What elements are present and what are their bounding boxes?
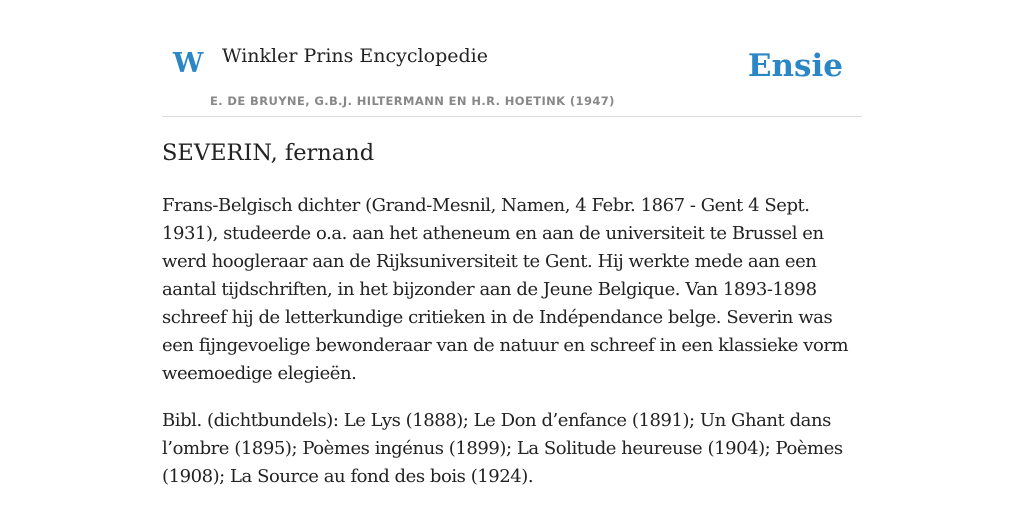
source-title[interactable]: Winkler Prins Encyclopedie <box>222 45 488 67</box>
brand-logo[interactable]: Ensie <box>747 48 843 84</box>
source-logo: W <box>173 48 204 79</box>
source-header <box>162 0 862 117</box>
article-paragraph: Frans-Belgisch dichter (Grand-Mesnil, Namen, 4 Febr. 1867 - Gent 4 Sept. 1931), studeerde o.a. aan het atheneum en aan de universiteit te Brussel en werd hoogleraar aan de Rijksuniversiteit te Gent. Hij werkte mede aan een aantal tijdschriften, in het bijzonder aan de Jeune Belgique. Van 1893-1898 schreef hij de letterkundige critieken in de Indépendance belge. Severin was een fijngevoelige bewonderaar van de natuur en schreef in een klassieke vorm weemoedige elegieën. <box>162 195 849 384</box>
article-headword: SEVERIN, fernand <box>162 140 375 166</box>
article-bibliography: Bibl. (dichtbundels): Le Lys (1888); Le Don d’enfance (1891); Un Ghant dans l’ombre (1895); Poèmes ingénus (1899); La Solitude heureuse (1904); Poèmes (1908); La Source au fond des bois (1924). <box>162 410 843 487</box>
article-body <box>162 192 864 510</box>
source-authors: E. DE BRUYNE, G.B.J. HILTERMANN EN H.R. HOETINK (1947) <box>210 94 615 108</box>
